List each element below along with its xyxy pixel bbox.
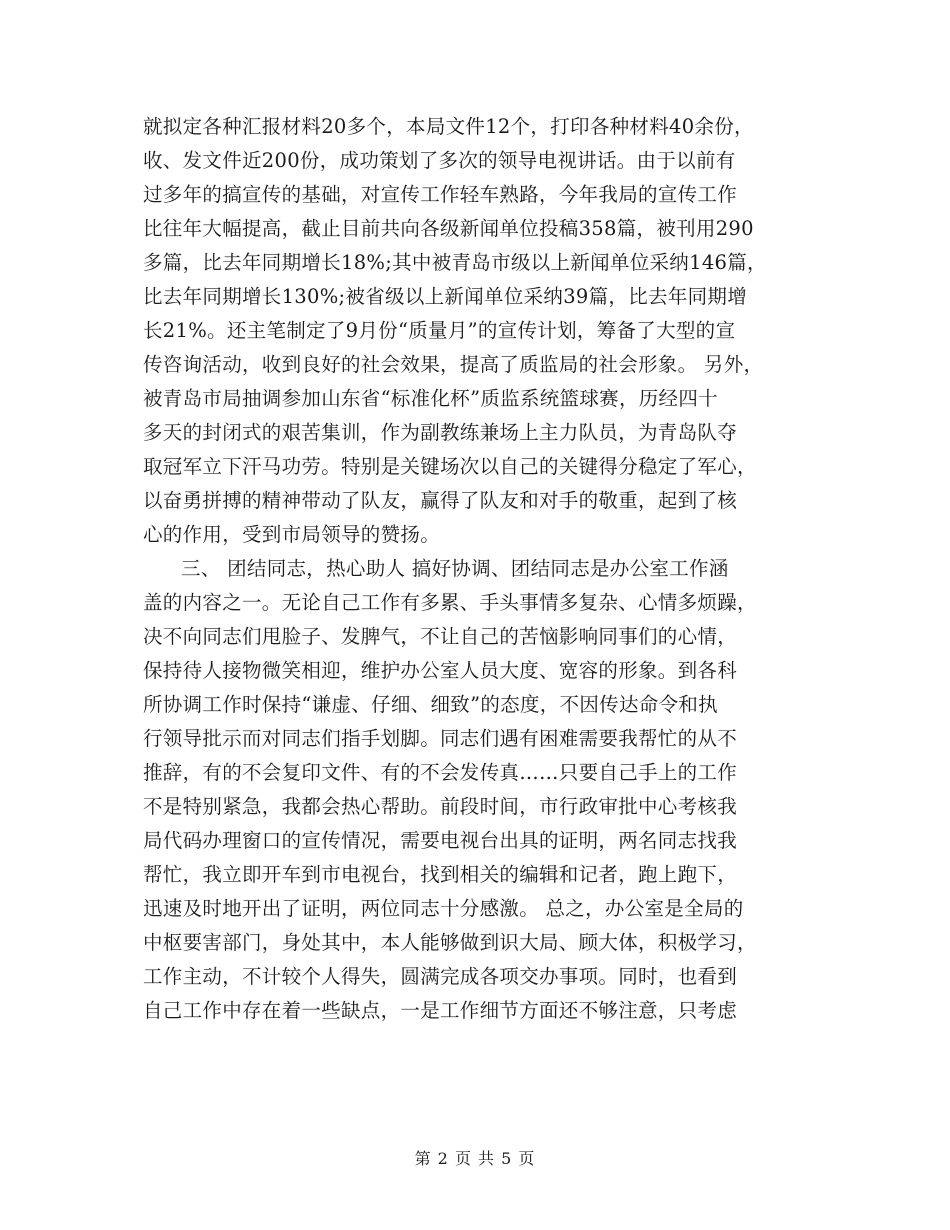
text-line: 长21%。还主笔制定了9月份“质量月”的宣传计划，筹备了大型的宣 — [143, 319, 736, 342]
text-line: 心的作用，受到市局领导的赞扬。 — [143, 523, 441, 546]
text-line: 行领导批示而对同志们指手划脚。同志们遇有困难需要我帮忙的从不 — [143, 727, 738, 750]
text-line: 比去年同期增长130%;被省级以上新闻单位采纳39篇，比去年同期增 — [143, 285, 748, 308]
text-line: 帮忙，我立即开车到市电视台，找到相关的编辑和记者，跑上跑下， — [143, 863, 738, 886]
text-line: 中枢要害部门，身处其中，本人能够做到识大局、顾大体，积极学习， — [143, 931, 757, 954]
text-line: 取冠军立下汗马功劳。特别是关键场次以自己的关键得分稳定了军心， — [143, 455, 757, 478]
text-line: 过多年的搞宣传的基础，对宣传工作轻车熟路，今年我局的宣传工作 — [143, 183, 738, 206]
text-line: 推辞，有的不会复印文件、有的不会发传真……只要自己手上的工作 — [143, 761, 738, 784]
text-line: 多天的封闭式的艰苦集训，作为副教练兼场上主力队员，为青岛队夺 — [143, 421, 738, 444]
text-line: 自己工作中存在着一些缺点，一是工作细节方面还不够注意，只考虑 — [143, 999, 738, 1022]
text-line: 迅速及时地开出了证明，两位同志十分感激。 总之，办公室是全局的 — [143, 897, 744, 920]
text-line: 所协调工作时保持“谦虚、仔细、细致”的态度，不因传达命令和执 — [143, 693, 718, 716]
text-line: 盖的内容之一。无论自己工作有多累、手头事情多复杂、心情多烦躁， — [143, 591, 757, 614]
text-line: 保持待人接物微笑相迎，维护办公室人员大度、宽容的形象。到各科 — [143, 659, 738, 682]
text-line: 收、发文件近200份，成功策划了多次的领导电视讲话。由于以前有 — [143, 149, 736, 172]
text-line: 传咨询活动，收到良好的社会效果，提高了质监局的社会形象。 另外， — [143, 353, 764, 376]
text-line: 多篇，比去年同期增长18%;其中被青岛市级以上新闻单位采纳146篇， — [143, 251, 767, 274]
text-line: 比往年大幅提高，截止目前共向各级新闻单位投稿358篇，被刊用290 — [143, 217, 754, 240]
text-line: 局代码办理窗口的宣传情况，需要电视台出具的证明，两名同志找我 — [143, 829, 738, 852]
section-heading-line: 三、 团结同志，热心助人 搞好协调、团结同志是办公室工作涵 — [181, 557, 729, 580]
page-number-footer: 第 2 页 共 5 页 — [414, 1149, 536, 1168]
text-line: 以奋勇拼搏的精神带动了队友，赢得了队友和对手的敬重，起到了核 — [143, 489, 738, 512]
text-line: 就拟定各种汇报材料20多个，本局文件12个，打印各种材料40余份， — [143, 115, 754, 138]
text-line: 被青岛市局抽调参加山东省“标准化杯”质监系统篮球赛，历经四十 — [143, 387, 718, 410]
text-line: 不是特别紧急，我都会热心帮助。前段时间，市行政审批中心考核我 — [143, 795, 738, 818]
text-line: 工作主动，不计较个人得失，圆满完成各项交办事项。同时，也看到 — [143, 965, 738, 988]
text-line: 决不向同志们甩脸子、发脾气，不让自己的苦恼影响同事们的心情， — [143, 625, 738, 648]
